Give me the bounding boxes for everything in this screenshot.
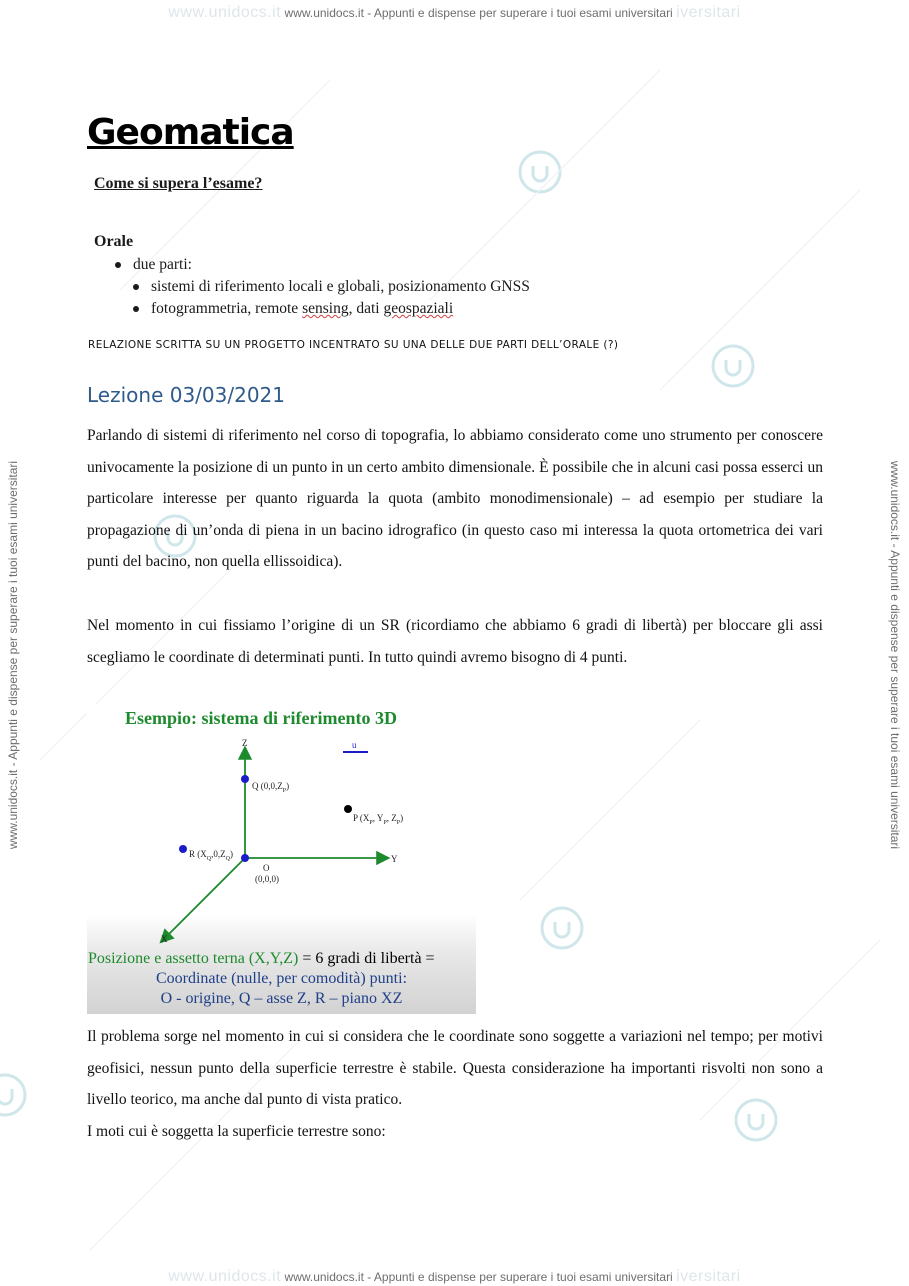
list-item-text-b: sensing (302, 300, 349, 317)
paragraph-4: I moti cui è soggetta la superficie terrestre sono: (87, 1123, 386, 1140)
caption-green: Posizione e assetto terna (X,Y,Z) (88, 950, 299, 967)
watermark-text: www.unidocs.it - Appunti e dispense per superare i tuoi esami universitari (888, 460, 902, 850)
paragraph-1: Parlando di sistemi di riferimento nel corso di topografia, lo abbiamo considerato come uno strumento per conoscere univocamente la posizione di un punto in un certo ambito dimensionale. È possibile che in alcuni casi possa esserci un particolare interesse per quanto riguarda la quota (ambito monodimensionale) – ad esempio per studiare la propagazione di un’onda di piena in un bacino idrografico (in questo caso mi interessa la quota ortometrica dei vari punti del bacino, non quella ellissoidica). (87, 427, 823, 570)
axis-x-label: X (161, 934, 168, 944)
unidocs-logo-icon (0, 1075, 25, 1115)
watermark-text: www.unidocs.it - Appunti e dispense per superare i tuoi esami universitari (284, 1270, 673, 1284)
figure-caption-line-3: O - origine, Q – asse Z, R – piano XZ (160, 990, 403, 1007)
unidocs-logo-icon (713, 346, 753, 386)
point-r-label: R $(X_Q,0,Z_Q)$ (189, 849, 233, 862)
paragraph-3: Il problema sorge nel momento in cui si considera che le coordinate sono soggette a variazioni nel tempo; per motivi geofisici, nessun punto della superficie terrestre è stabile. Questa considerazione ha importanti risvolti non sono a livello teorico, ma anche dal punto di vista pratico. (87, 1028, 823, 1108)
unidocs-logo-icon (520, 152, 560, 192)
lesson-heading: Lezione 03/03/2021 (87, 383, 285, 407)
point-p-label: P ($X_P$, $Y_P$, $Z_P$) (353, 813, 404, 826)
u-label: u (352, 740, 357, 750)
watermark-ghost-right: iversitari (676, 1268, 741, 1285)
unidocs-logo-icon (542, 908, 582, 948)
figure-caption-line-2: Coordinate (nulle, per comodità) punti: (155, 970, 408, 987)
document-title: Geomatica (87, 112, 294, 153)
point-q-label: Q $(0,0,Z_P)$ (252, 781, 290, 794)
paragraph-2: Nel momento in cui fissiamo l’origine di un SR (ricordiamo che abbiamo 6 gradi di libertà) per bloccare gli assi scegliamo le coordinate di determinati punti. In tutto quindi avremo bisogno di 4 punti. (87, 617, 823, 666)
watermark-ghost-left: www.unidocs.it (168, 4, 282, 21)
list-item-text: sistemi di riferimento locali e globali, posizionamento GNSS (151, 278, 530, 295)
watermark-text: www.unidocs.it - Appunti e dispense per superare i tuoi esami universitari (284, 6, 673, 20)
bullet-icon (115, 262, 121, 268)
list-item-text-c: , dati (348, 300, 384, 317)
axes-diagram (87, 704, 476, 954)
axis-z-label: Z (242, 738, 248, 748)
figure-caption-line-1 (88, 950, 476, 968)
list-item-text-d: geospaziali (383, 300, 454, 317)
origin-marker (241, 854, 249, 862)
axis-y-label: Y (391, 854, 398, 864)
orale-heading: Orale (94, 233, 134, 250)
caption-black: = 6 gradi di libertà = (298, 950, 435, 967)
point-p-marker (344, 805, 352, 813)
x-axis (162, 858, 245, 941)
watermark-ghost-right: iversitari (676, 4, 741, 21)
point-r-marker (179, 845, 187, 853)
orale-list (115, 254, 530, 320)
list-item (115, 298, 530, 320)
watermark-text: www.unidocs.it - Appunti e dispense per superare i tuoi esami universitari (6, 460, 20, 850)
list-item (115, 276, 530, 298)
reference-system-figure (87, 704, 476, 1014)
origin-label: O (263, 863, 270, 873)
watermark-ghost-left: www.unidocs.it (168, 1268, 282, 1285)
bullet-icon (133, 306, 139, 312)
origin-coords: (0,0,0) (255, 874, 279, 884)
figure-title: Esempio: sistema di riferimento 3D (125, 708, 397, 728)
list-item (115, 254, 530, 276)
list-item-text: due parti: (133, 256, 192, 273)
exam-question-heading: Come si supera l’esame? (94, 175, 263, 192)
list-item-text-a: fotogrammetria, remote (151, 300, 303, 317)
point-q-marker (241, 775, 249, 783)
bullet-icon (133, 284, 139, 290)
written-report-note: RELAZIONE SCRITTA SU UN PROGETTO INCENTRATO SU UNA DELLE DUE PARTI DELL’ORALE (?) (88, 339, 619, 351)
